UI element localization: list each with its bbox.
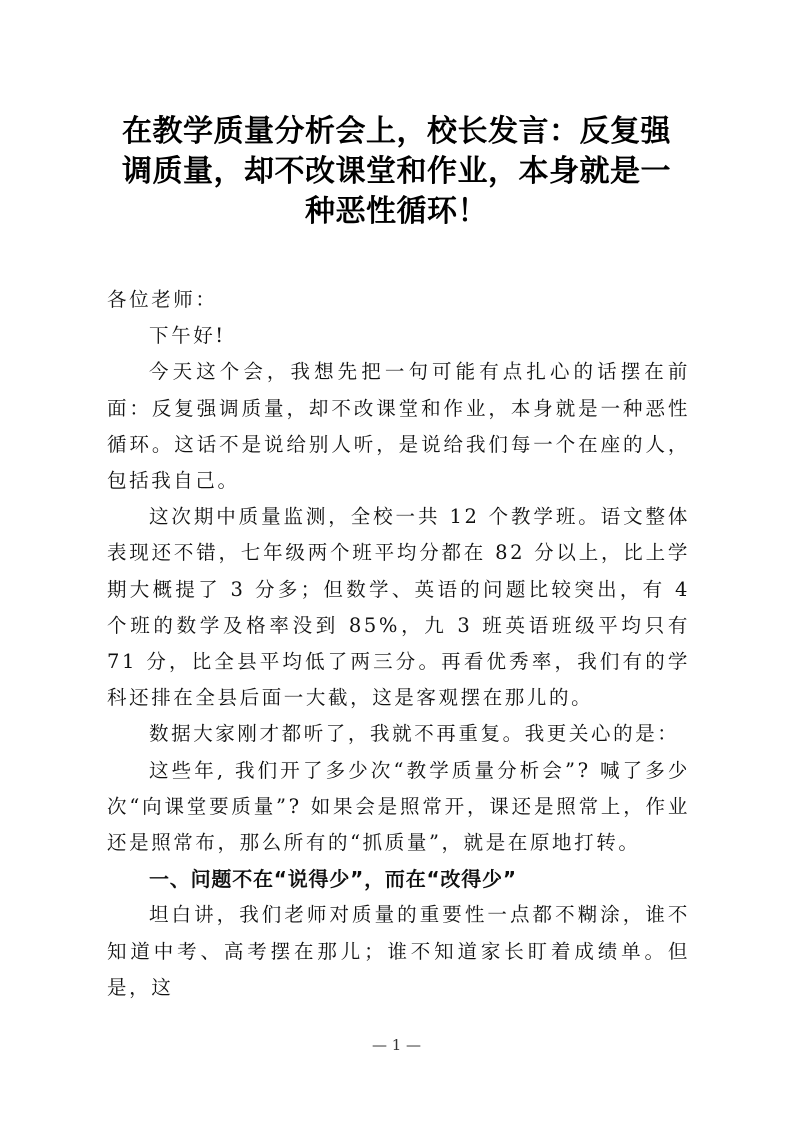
title-line: 在教学质量分析会上，校长发言：反复强 xyxy=(122,114,671,149)
document-body xyxy=(107,282,690,1006)
section-heading: 一、问题不在“说得少”，而在“改得少” xyxy=(149,867,517,892)
document-title xyxy=(100,112,693,232)
page-number: — 1 — xyxy=(371,1036,422,1054)
paragraph: 这次期中质量监测，全校一共 12 个教学班。语文整体表现还不错，七年级两个班平均分都在 82 分以上，比上学期大概提了 3 分多；但数学、英语的问题比较突出，有 4 个班的数学及格率没到 85%，九 3 班英语班级平均只有 71 分，比全县平均低了两三分。再看优秀率，我们有的学科还排在全县后面一大截，这是客观摆在那儿的。 xyxy=(107,505,690,710)
paragraph: 今天这个会，我想先把一句可能有点扎心的话摆在前面：反复强调质量，却不改课堂和作业，本身就是一种恶性循环。这话不是说给别人听，是说给我们每一个在座的人，包括我自己。 xyxy=(107,360,690,493)
title-line: 调质量，却不改课堂和作业，本身就是一 xyxy=(122,154,671,189)
paragraph: 这些年, 我们开了多少次“教学质量分析会”? 喊了多少次“向课堂要质量”? 如果会是照常开，课还是照常上，作业还是照常布，那么所有的“抓质量”，就是在原地打转。 xyxy=(107,758,690,855)
salutation: 各位老师： xyxy=(107,288,218,311)
greeting: 下午好! xyxy=(149,324,226,348)
paragraph: 坦白讲，我们老师对质量的重要性一点都不糊涂，谁不知道中考、高考摆在那儿；谁不知道家长盯着成绩单。但是，这 xyxy=(107,903,690,999)
title-line: 种恶性循环！ xyxy=(305,194,488,229)
paragraph: 数据大家刚才都听了，我就不再重复。我更关心的是： xyxy=(149,722,680,746)
